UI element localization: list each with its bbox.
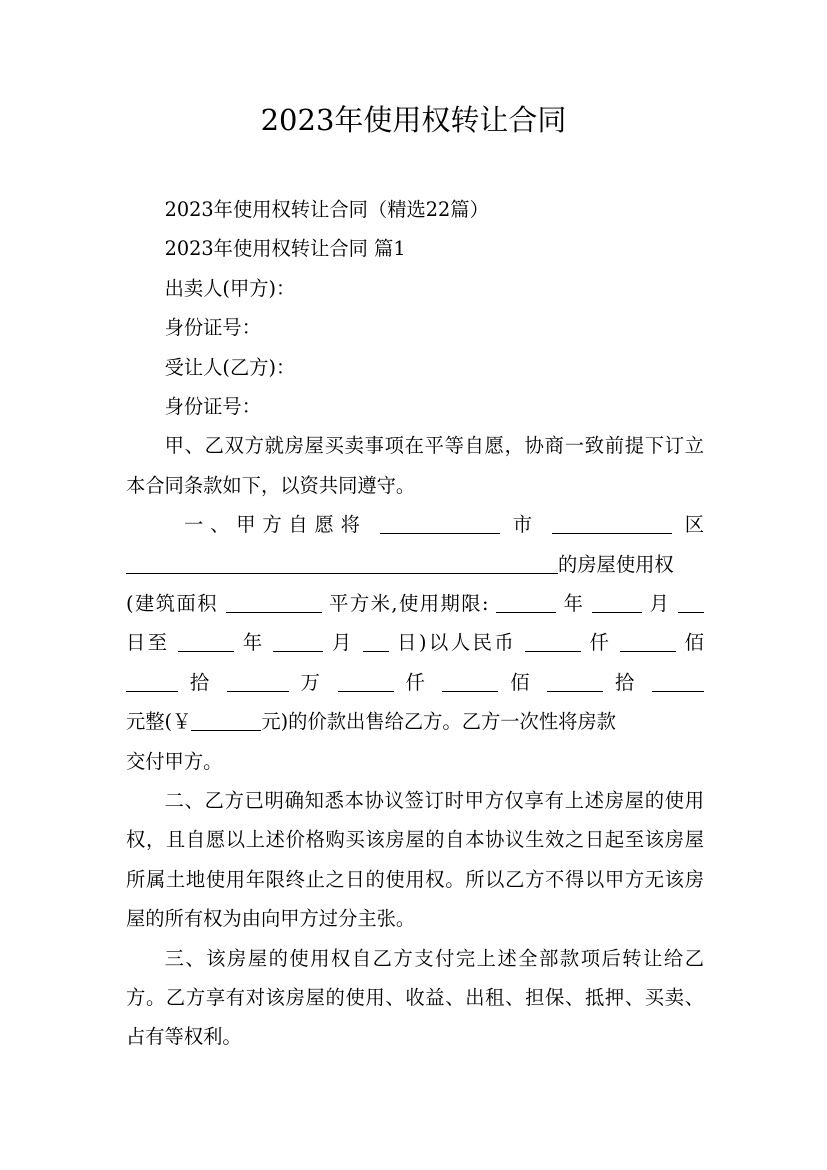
clause-1-text-u: 元)的价款出售给乙方。乙方一次性将房款	[261, 710, 616, 734]
seller-id-label: 身份证号：	[164, 316, 261, 340]
clause-1-text-b: 市	[512, 513, 539, 537]
amount-qian-blank	[525, 632, 581, 652]
seller-label: 出卖人(甲方)：	[164, 276, 296, 300]
amount-figure-blank	[191, 711, 261, 731]
clause-1-text-g: 年	[563, 591, 585, 615]
amount-bai2-blank	[442, 671, 498, 691]
clause-1-text-j: 年	[242, 631, 265, 655]
clause-1-text-h: 月	[649, 591, 671, 615]
buyer-label: 受让人(乙方)：	[164, 355, 296, 379]
clause-1-text-p: 万	[300, 670, 326, 694]
clause-1-line-3	[126, 584, 704, 623]
area-blank	[226, 593, 322, 613]
clause-1-text-v: 交付甲方。	[126, 749, 223, 773]
clause-1-text-c: 区	[684, 513, 704, 537]
amount-yuan-blank	[652, 671, 704, 691]
clause-2: 二、乙方已明确知悉本协议签订时甲方仅享有上述房屋的使用权，且自愿以上述价格购买该房屋的自本协议生效之日起至该房屋所属土地使用年限终止之日的使用权。所以乙方不得以甲方无该房屋的所有权为由向甲方过分主张。	[126, 788, 704, 931]
clause-1-text-n: 佰	[684, 631, 704, 655]
chapter-heading: 2023年使用权转让合同 篇1	[164, 237, 406, 261]
end-year-blank	[178, 632, 234, 652]
amount-qian2-blank	[338, 671, 394, 691]
clause-1-text-l: 日)以人民币	[397, 631, 517, 655]
clause-1-text-e: (建筑面积	[126, 591, 218, 615]
start-year-blank	[496, 593, 556, 613]
clause-1-line-2	[126, 545, 704, 584]
contract-body	[126, 190, 704, 1057]
clause-1-text-m: 仟	[589, 631, 612, 655]
end-month-blank	[273, 632, 323, 652]
intro-paragraph: 甲、乙双方就房屋买卖事项在平等自愿，协商一致前提下订立本合同条款如下，以资共同遵守。	[126, 434, 704, 497]
clause-1-text-a: 一、甲方自愿将	[184, 513, 367, 537]
end-day-blank	[363, 632, 389, 652]
buyer-id-label: 身份证号：	[164, 394, 261, 418]
clause-1-line-1	[126, 505, 704, 544]
clause-1-text-t: 元整(￥	[126, 710, 192, 734]
clause-1	[126, 505, 704, 781]
amount-wan-blank	[227, 671, 289, 691]
start-month-blank	[592, 593, 642, 613]
start-day-blank	[678, 593, 704, 613]
amount-bai-blank	[620, 632, 676, 652]
clause-1-text-o: 拾	[189, 670, 215, 694]
clause-1-text-k: 月	[332, 631, 354, 655]
clause-1-text-r: 佰	[510, 670, 536, 694]
clause-1-text-i: 日至	[126, 631, 170, 655]
clause-1-line-5	[126, 663, 704, 702]
clause-1-text-q: 仟	[405, 670, 431, 694]
clause-1-line-6	[126, 702, 704, 741]
clause-1-line-4	[126, 623, 704, 662]
clause-1-text-d: 的房屋使用权	[558, 552, 674, 576]
clause-3: 三、该房屋的使用权自乙方支付完上述全部款项后转让给乙方。乙方享有对该房屋的使用、收益、出租、担保、抵押、买卖、占有等权利。	[126, 946, 704, 1049]
district-blank	[552, 514, 672, 534]
amount-shi2-blank	[547, 671, 603, 691]
document-subtitle: 2023年使用权转让合同（精选22篇）	[164, 198, 489, 221]
page-title: 2023年使用权转让合同	[260, 103, 567, 137]
amount-shi-blank	[126, 671, 178, 691]
clause-1-text-f: 平方米,使用期限:	[329, 591, 489, 615]
city-blank	[380, 514, 500, 534]
address-blank	[126, 553, 558, 573]
clause-1-text-s: 拾	[615, 670, 641, 694]
clause-1-line-7	[126, 742, 704, 781]
